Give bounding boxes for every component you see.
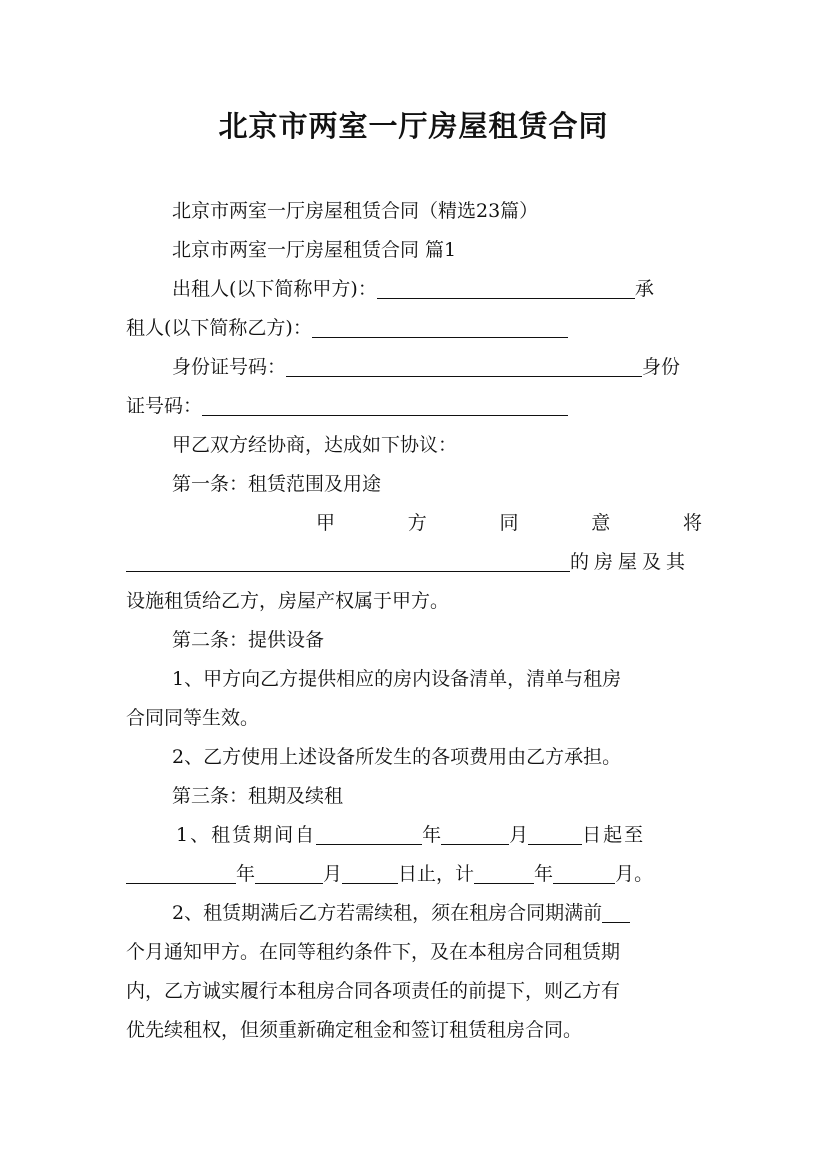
id-line-2	[126, 387, 702, 425]
total-year-blank	[474, 861, 534, 884]
article-2-item-1b: 合同同等生效。	[126, 707, 260, 729]
article-1-para-line-3: 设施租赁给乙方，房屋产权属于甲方。	[126, 590, 450, 612]
subtitle: 北京市两室一厅房屋租赁合同（精选23篇）	[172, 200, 539, 222]
id2-blank	[202, 393, 568, 416]
article-1-suffix: 的房屋及其	[570, 551, 691, 573]
lease-period-start: 1、租赁期间自	[176, 824, 317, 846]
lessee-prefix: 承	[634, 278, 654, 300]
char: 将	[682, 512, 702, 534]
end-month-blank	[255, 861, 323, 884]
id2-label: 证号码：	[126, 395, 203, 417]
id-line-1	[126, 348, 702, 386]
lessor-label: 出租人(以下简称甲方)：	[172, 278, 377, 300]
month-end-label: 月。	[615, 863, 654, 885]
property-address-blank	[126, 549, 570, 572]
month-label: 月	[323, 863, 343, 885]
year-label: 年	[236, 863, 256, 885]
month-label: 月	[509, 824, 529, 846]
lessor-line	[126, 270, 702, 308]
char: 甲	[316, 512, 336, 534]
renewal-line-4: 优先续租权，但须重新确定租金和签订租赁租房合同。	[126, 1019, 583, 1041]
renewal-line-3: 内，乙方诚实履行本租房合同各项责任的前提下，则乙方有	[126, 980, 621, 1002]
day-from-to-label: 日起至	[582, 824, 646, 846]
article-1-heading: 第一条：租赁范围及用途	[172, 473, 382, 495]
lessor-blank	[377, 276, 635, 299]
start-day-blank	[528, 822, 582, 845]
lessee-line	[126, 309, 702, 347]
article-2-item-1a: 1、甲方向乙方提供相应的房内设备清单，清单与租房	[172, 668, 622, 690]
lessee-blank	[312, 315, 568, 338]
id1-label: 身份证号码：	[172, 356, 287, 378]
lessee-label: 租人(以下简称乙方)：	[126, 317, 312, 339]
total-month-blank	[553, 861, 615, 884]
id2-prefix: 身份	[642, 356, 681, 378]
end-day-blank	[342, 861, 398, 884]
lease-period-line-2	[126, 855, 702, 893]
notice-months-blank	[602, 900, 630, 923]
id1-blank	[286, 354, 642, 377]
year-label: 年	[422, 824, 442, 846]
chapter-heading: 北京市两室一厅房屋租赁合同 篇1	[172, 239, 457, 261]
renewal-text-a: 2、租赁期满后乙方若需续租，须在租房合同期满前	[172, 902, 603, 924]
lease-period-line-1	[126, 816, 702, 854]
start-year-blank	[316, 822, 422, 845]
year-label: 年	[534, 863, 554, 885]
agreement-intro: 甲乙双方经协商，达成如下协议：	[172, 434, 458, 456]
renewal-line-1	[126, 894, 702, 932]
article-3-heading: 第三条：租期及续租	[172, 785, 344, 807]
char: 意	[591, 512, 611, 534]
article-1-para-line-1	[126, 504, 702, 542]
article-2-item-2: 2、乙方使用上述设备所发生的各项费用由乙方承担。	[172, 746, 622, 768]
document-title: 北京市两室一厅房屋租赁合同	[218, 109, 609, 143]
day-total-label: 日止，计	[398, 863, 475, 885]
start-month-blank	[441, 822, 509, 845]
article-1-para-line-2	[126, 543, 702, 581]
char: 方	[407, 512, 427, 534]
article-2-heading: 第二条：提供设备	[172, 629, 325, 651]
renewal-line-2: 个月通知甲方。在同等租约条件下，及在本租房合同租赁期	[126, 941, 621, 963]
char: 同	[499, 512, 519, 534]
end-year-blank	[126, 861, 236, 884]
